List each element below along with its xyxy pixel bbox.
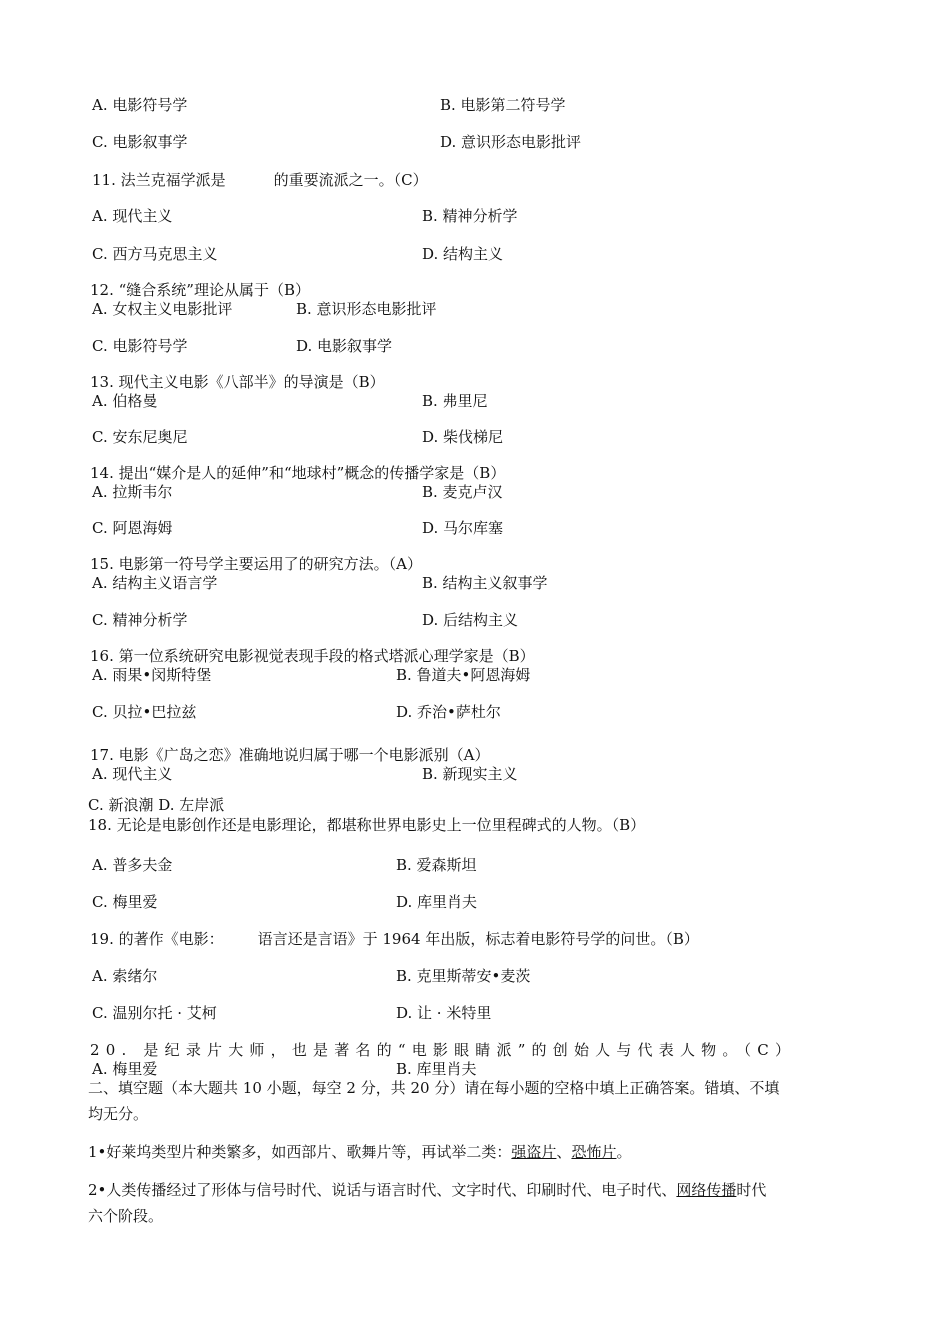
fill-question-2: [88, 1180, 766, 1200]
fill2-answer: 网络传播: [676, 1181, 737, 1199]
q10-option-b: B. 电影第二符号学: [440, 96, 566, 114]
q11-option-a: A. 现代主义: [92, 207, 173, 225]
q14-option-a: A. 拉斯韦尔: [92, 483, 173, 501]
q10-option-c: C. 电影叙事学: [92, 133, 188, 151]
fill-question-2-line2: 六个阶段。: [88, 1207, 164, 1225]
q19-stem-post: 语言还是言语》于 1964 年出版，标志着电影符号学的问世。（B）: [257, 930, 699, 948]
q18-option-b: B. 爱森斯坦: [396, 856, 477, 874]
q19-option-d: D. 让 · 米特里: [396, 1004, 492, 1022]
q15-option-d: D. 后结构主义: [422, 611, 519, 629]
q20-option-a: A. 梅里爱: [92, 1060, 158, 1078]
q13-stem: 13. 现代主义电影《八部半》的导演是（B）: [90, 373, 385, 391]
q13-option-a: A. 伯格曼: [92, 392, 158, 410]
q20-stem: 20. 是纪录片大师，也是著名的“电影眼睛派”的创始人与代表人物。（C）: [90, 1041, 797, 1059]
q14-option-c: C. 阿恩海姆: [92, 519, 173, 537]
q17-stem: 17. 电影《广岛之恋》准确地说归属于哪一个电影派别（A）: [90, 746, 490, 764]
fill1-answer-2: 恐怖片: [571, 1143, 617, 1161]
q11-stem: [92, 170, 428, 190]
q15-stem: 15. 电影第一符号学主要运用了的研究方法。（A）: [90, 555, 422, 573]
q13-option-d: D. 柴伐梯尼: [422, 428, 504, 446]
q11-option-b: B. 精神分析学: [422, 207, 518, 225]
q16-stem: 16. 第一位系统研究电影视觉表现手段的格式塔派心理学家是（B）: [90, 647, 535, 665]
section2-heading-line1: 二、填空题（本大题共 10 小题，每空 2 分，共 20 分）请在每小题的空格中填上正确答案。错填、不填: [88, 1079, 780, 1097]
q12-stem: 12. “缝合系统”理论从属于（B）: [90, 281, 310, 299]
q20-option-b: B. 库里肖夫: [396, 1060, 477, 1078]
q12-option-c: C. 电影符号学: [92, 337, 188, 355]
q18-option-c: C. 梅里爱: [92, 893, 158, 911]
q10-option-a: A. 电影符号学: [92, 96, 188, 114]
q14-option-b: B. 麦克卢汉: [422, 483, 503, 501]
q17-option-b: B. 新现实主义: [422, 765, 518, 783]
q16-option-c: C. 贝拉•巴拉兹: [92, 703, 197, 721]
q18-stem: 18. 无论是电影创作还是电影理论，都堪称世界电影史上一位里程碑式的人物。（B）: [88, 816, 646, 834]
q10-option-d: D. 意识形态电影批评: [440, 133, 582, 151]
q11-stem-post: 的重要流派之一。（C）: [273, 171, 428, 189]
q19-option-b: B. 克里斯蒂安•麦茨: [396, 967, 531, 985]
q14-option-d: D. 马尔库塞: [422, 519, 504, 537]
q15-option-c: C. 精神分析学: [92, 611, 188, 629]
fill1-text: 1•好莱坞类型片种类繁多，如西部片、歌舞片等，再试举二类：: [88, 1143, 512, 1161]
q16-option-b: B. 鲁道夫•阿恩海姆: [396, 666, 531, 684]
fill1-answer-1: 强盗片: [511, 1143, 557, 1161]
q16-option-d: D. 乔治•萨杜尔: [396, 703, 501, 721]
fill1-separator: 、: [556, 1143, 572, 1161]
q14-stem: 14. 提出“媒介是人的延伸”和“地球村”概念的传播学家是（B）: [90, 464, 506, 482]
q19-stem: [90, 929, 699, 949]
fill-question-1: [88, 1142, 631, 1162]
fill1-end: 。: [616, 1143, 632, 1161]
q19-stem-pre: 19. 的著作《电影：: [90, 930, 224, 948]
q19-option-a: A. 索绪尔: [92, 967, 158, 985]
q15-option-a: A. 结构主义语言学: [92, 574, 218, 592]
q18-option-a: A. 普多夫金: [92, 856, 173, 874]
q12-option-d: D. 电影叙事学: [296, 337, 393, 355]
q16-option-a: A. 雨果•闵斯特堡: [92, 666, 212, 684]
section2-heading-line2: 均无分。: [88, 1105, 149, 1123]
q11-option-d: D. 结构主义: [422, 245, 504, 263]
q13-option-c: C. 安东尼奥尼: [92, 428, 188, 446]
q17-option-cd: C. 新浪潮 D. 左岸派: [88, 796, 225, 814]
fill2-text-post: 时代: [736, 1181, 767, 1199]
q15-option-b: B. 结构主义叙事学: [422, 574, 548, 592]
q17-option-a: A. 现代主义: [92, 765, 173, 783]
q12-option-b: B. 意识形态电影批评: [296, 300, 437, 318]
q13-option-b: B. 弗里尼: [422, 392, 488, 410]
fill2-text: 2•人类传播经过了形体与信号时代、说话与语言时代、文字时代、印刷时代、电子时代、: [88, 1181, 677, 1199]
q19-option-c: C. 温别尔托 · 艾柯: [92, 1004, 217, 1022]
q18-option-d: D. 库里肖夫: [396, 893, 478, 911]
q12-option-a: A. 女权主义电影批评: [92, 300, 233, 318]
q11-stem-pre: 11. 法兰克福学派是: [92, 171, 226, 189]
q11-option-c: C. 西方马克思主义: [92, 245, 218, 263]
